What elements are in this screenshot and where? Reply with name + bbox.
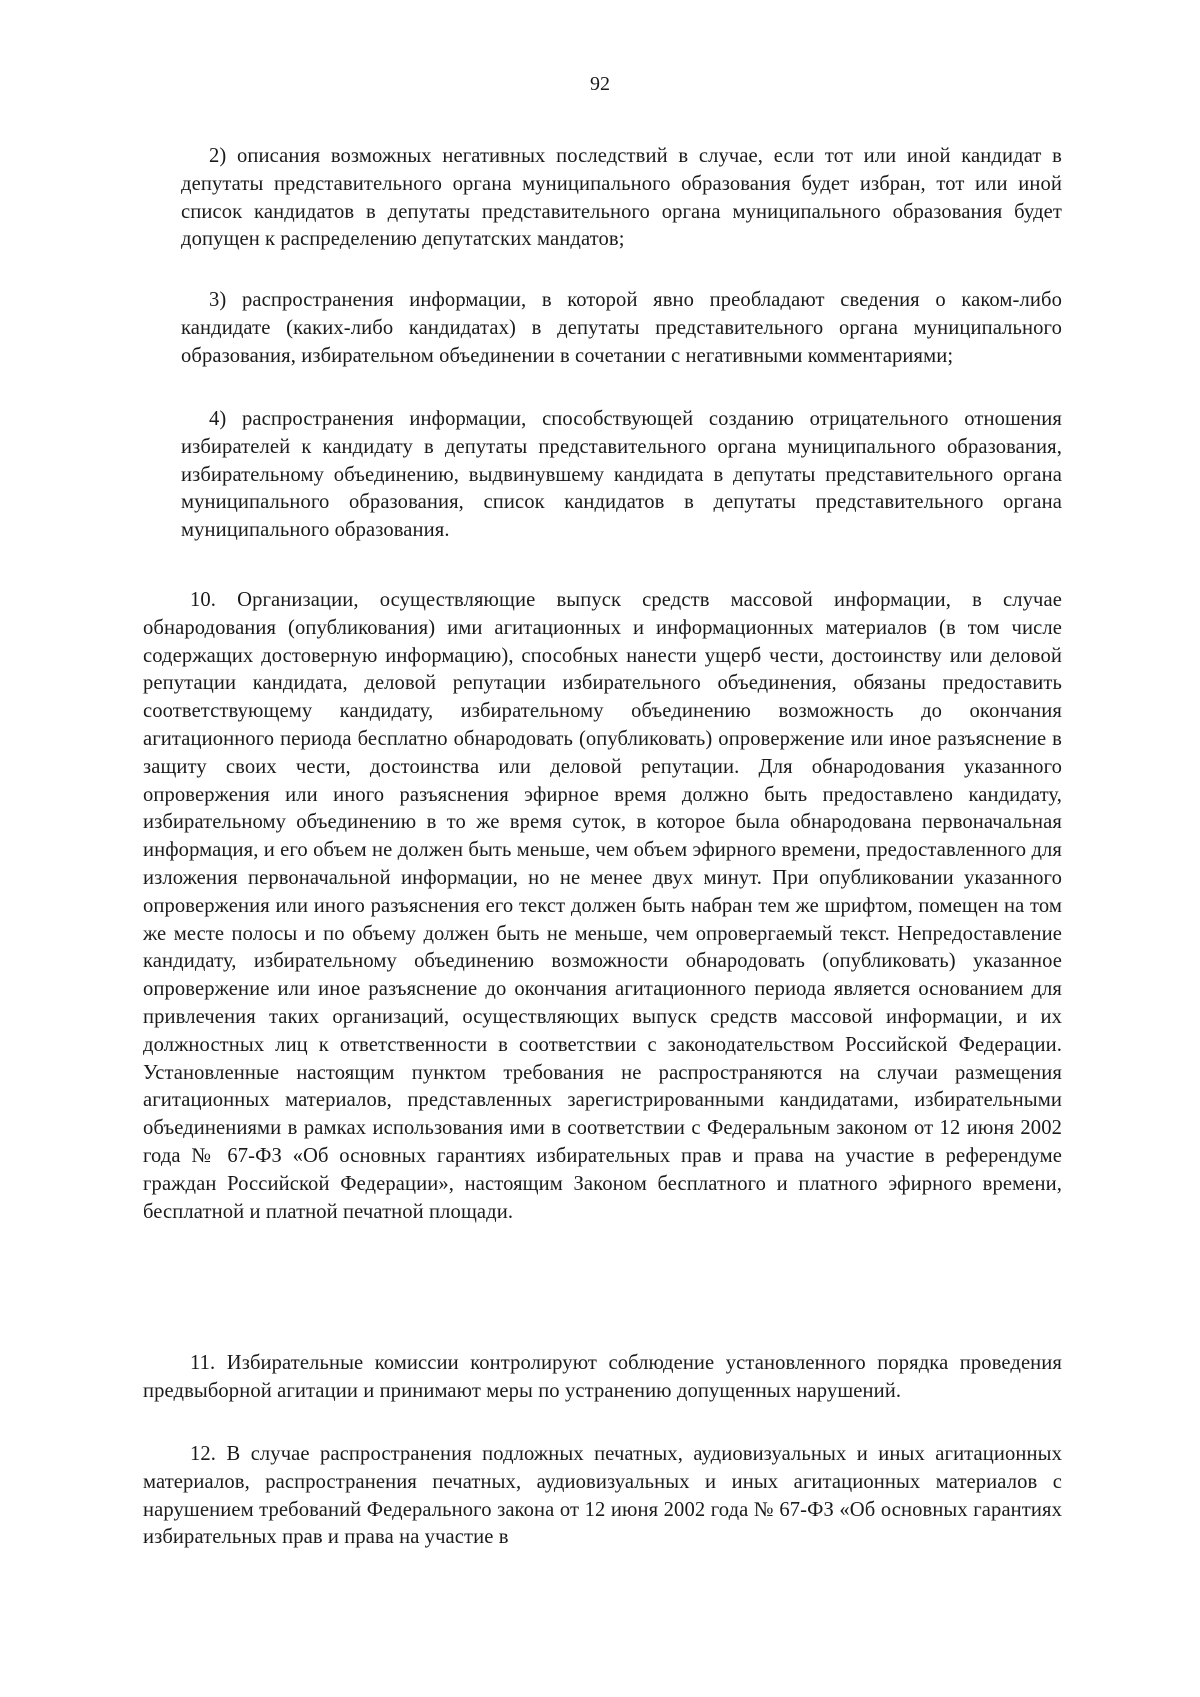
subitem-2-paragraph: 2) описания возможных негативных последствий в случае, если тот или иной кандидат в депутаты представительного органа муниципального образования будет избран, тот или иной список кандидатов в депутаты представительного органа муниципального образования будет допущен к распределению депутатских мандатов; — [181, 145, 1062, 251]
subitem-3-paragraph: 3) распространения информации, в которой явно преобладают сведения о каком-либо кандидате (каких-либо кандидатах) в депутаты представительного органа муниципального образования, избирательном объединении в сочетании с негативными комментариями; — [181, 289, 1062, 367]
item-12-paragraph: 12. В случае распространения подложных печатных, аудиовизуальных и иных агитационных материалов, распространения печатных, аудиовизуальных и иных агитационных материалов с нарушением требований Федерального закона от 12 июня 2002 года № 67-ФЗ «Об основных гарантиях избирательных прав и права на участие в — [143, 1443, 1062, 1549]
page-number: 92 — [590, 73, 610, 95]
item-10-paragraph: 10. Организации, осуществляющие выпуск средств массовой информации, в случае обнародования (опубликования) ими агитационных и информационных материалов (в том числе содержащих достоверную информацию), способных нанести ущерб чести, достоинству или деловой репутации кандидата, деловой репутации избирательного объединения, обязаны предоставить соответствующему кандидату, избирательному объединению возможность до окончания агитационного периода бесплатно обнародовать (опубликовать) опровержение или иное разъяснение в защиту своих чести, достоинства или деловой репутации. Для обнародования указанного опровержения или иного разъяснения эфирное время должно быть предоставлено кандидату, избирательному объединению в то же время суток, в которое была обнародована первоначальная информация, и его объем не должен быть меньше, чем объем эфирного времени, предоставленного для изложения первоначальной информации, но не менее двух минут. При опубликовании указанного опровержения или иного разъяснения его текст должен быть набран тем же шрифтом, помещен на том же месте полосы и по объему должен быть не меньше, чем опровергаемый текст. Непредоставление кандидату, избирательному объединению возможности обнародовать (опубликовать) указанное опровержение или иное разъяснение до окончания агитационного периода является основанием для привлечения таких организаций, осуществляющих выпуск средств массовой информации, и их должностных лиц к ответственности в соответствии с законодательством Российской Федерации. Установленные настоящим пунктом требования не распространяются на случаи размещения агитационных материалов, представленных зарегистрированными кандидатами, избирательными объединениями в рамках использования ими в соответствии с Федеральным законом от 12 июня 2002 года № 67-ФЗ «Об основных гарантиях избирательных прав и права на участие в референдуме граждан Российской Федерации», настоящим Законом бесплатного и платного эфирного времени, бесплатной и платной печатной площади. — [143, 589, 1062, 1223]
subitem-4-paragraph: 4) распространения информации, способствующей созданию отрицательного отношения избирателей к кандидату в депутаты представительного органа муниципального образования, избирательному объединению, выдвинувшему кандидата в депутаты представительного органа муниципального образования, список кандидатов в депутаты представительного органа муниципального образования. — [181, 408, 1062, 542]
item-11-paragraph: 11. Избирательные комиссии контролируют соблюдение установленного порядка проведения предвыборной агитации и принимают меры по устранению допущенных нарушений. — [143, 1352, 1062, 1402]
